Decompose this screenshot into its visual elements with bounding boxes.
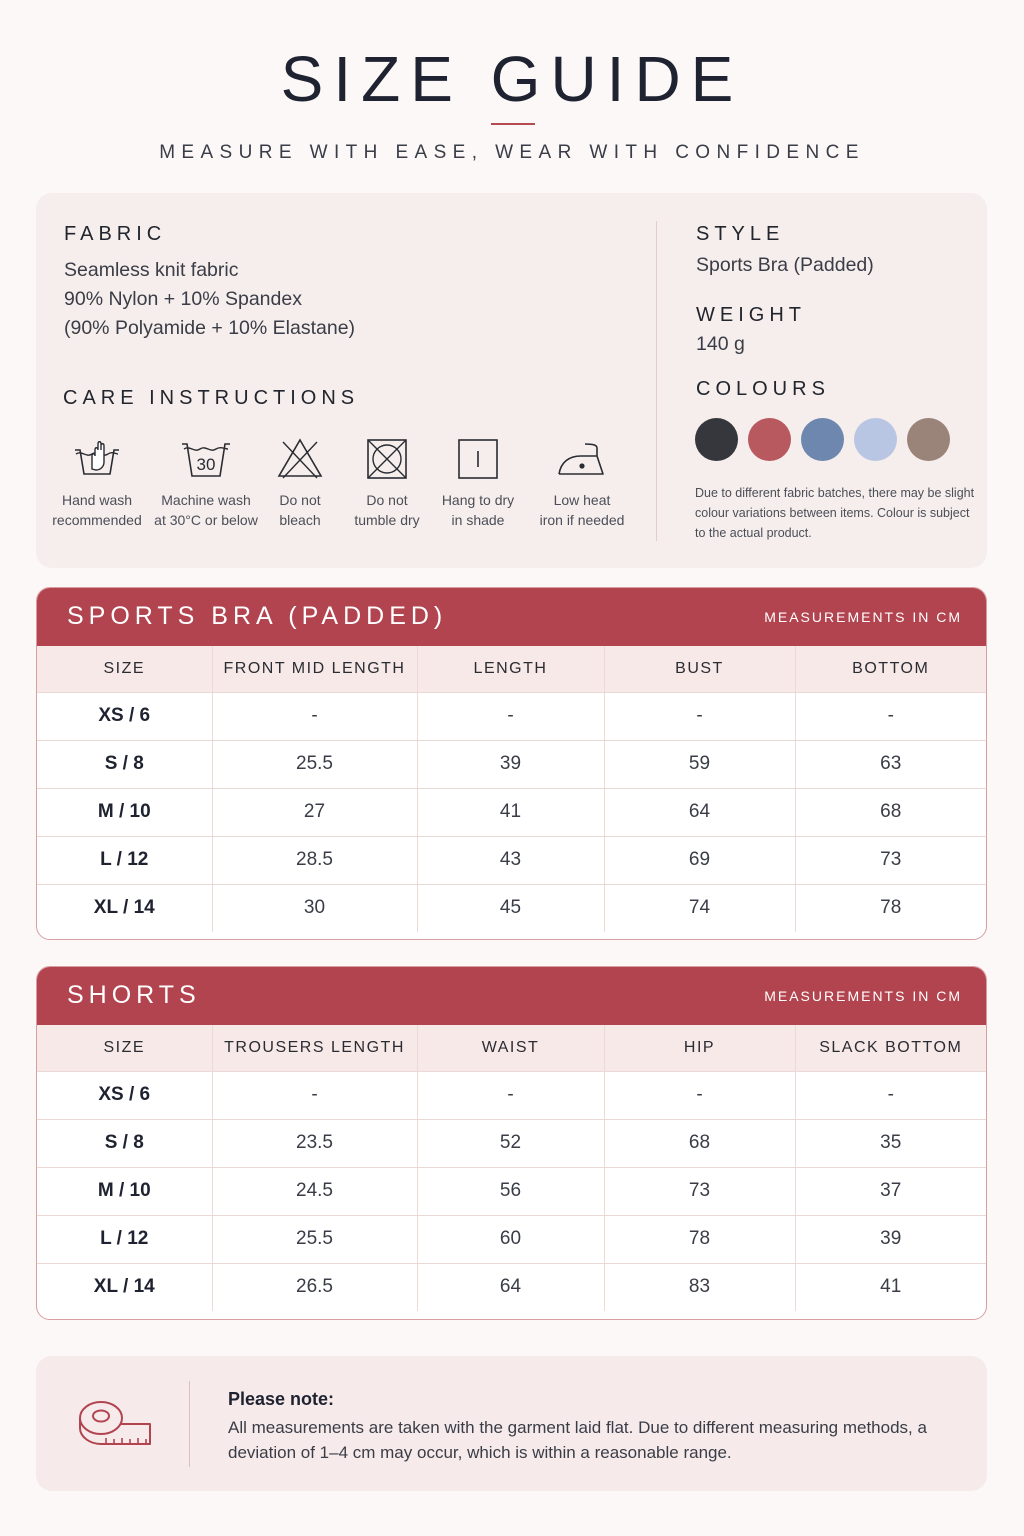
size-cell: L / 12: [37, 1215, 212, 1263]
measurement-cell: -: [795, 1071, 986, 1119]
table-header-bar: [37, 588, 986, 646]
measurement-cell: 83: [604, 1263, 795, 1311]
table-row: [37, 836, 986, 884]
care-label-line: Hand wash: [61, 492, 133, 508]
measurement-cell: 39: [795, 1215, 986, 1263]
fabric-heading: FABRIC: [64, 223, 167, 245]
hand-wash-icon: [72, 436, 122, 482]
measurement-cell: 25.5: [212, 740, 417, 788]
measurement-cell: 37: [795, 1167, 986, 1215]
care-label-line: Do not: [279, 492, 321, 508]
size-cell: M / 10: [37, 788, 212, 836]
shorts-size-table: [36, 966, 987, 1320]
size-cell: S / 8: [37, 1119, 212, 1167]
colours-heading: COLOURS: [696, 378, 830, 400]
size-cell: XS / 6: [37, 692, 212, 740]
care-label: [527, 490, 637, 530]
size-cell: XL / 14: [37, 884, 212, 932]
measurement-cell: 28.5: [212, 836, 417, 884]
note-divider: [189, 1381, 190, 1467]
product-info-card: [36, 193, 987, 568]
note-body: All measurements are taken with the garment laid flat. Due to different measuring methods, a deviation of 1–4 cm may occur, which is within a reasonable range.: [228, 1418, 927, 1462]
column-header: TROUSERS LENGTH: [212, 1025, 417, 1071]
measurement-note-card: [36, 1356, 987, 1491]
style-value: Sports Bra (Padded): [696, 254, 874, 276]
table-header-bar: [37, 967, 986, 1025]
wash-temperature: 30: [196, 455, 216, 474]
measurement-cell: 64: [417, 1263, 604, 1311]
table-row: [37, 692, 986, 740]
measurement-cell: -: [604, 692, 795, 740]
colour-swatch[interactable]: [907, 418, 950, 461]
measurement-cell: 26.5: [212, 1263, 417, 1311]
colour-swatch[interactable]: [748, 418, 791, 461]
table-row: [37, 884, 986, 932]
measurement-cell: 39: [417, 740, 604, 788]
column-header: SLACK BOTTOM: [795, 1025, 986, 1071]
measurement-cell: 27: [212, 788, 417, 836]
measurement-cell: 25.5: [212, 1215, 417, 1263]
column-header: SIZE: [37, 1025, 212, 1071]
measurement-cell: -: [212, 1071, 417, 1119]
weight-heading: WEIGHT: [696, 304, 806, 326]
info-divider: [656, 221, 657, 541]
colour-note: Due to different fabric batches, there may be slight colour variations between items. Colour is subject to the actual product.: [695, 486, 975, 540]
care-label-line: Do not: [366, 492, 408, 508]
table-unit: MEASUREMENTS IN CM: [764, 988, 962, 1004]
measurement-cell: -: [417, 692, 604, 740]
measurement-cell: 64: [604, 788, 795, 836]
column-header: LENGTH: [417, 646, 604, 692]
care-label-line: Hang to dry: [441, 492, 515, 508]
fabric-line: (90% Polyamide + 10% Elastane): [64, 317, 356, 339]
care-label-line: at 30°C or below: [154, 512, 258, 528]
table-row: [37, 1215, 986, 1263]
table-row: [37, 1263, 986, 1311]
size-cell: M / 10: [37, 1167, 212, 1215]
hang-dry-shade-icon: [455, 436, 501, 482]
size-table: [37, 1025, 986, 1311]
style-heading: STYLE: [696, 223, 785, 245]
weight-value: 140 g: [696, 333, 745, 355]
colour-swatches: [695, 418, 950, 461]
do-not-bleach-icon: [277, 436, 323, 482]
care-heading: CARE INSTRUCTIONS: [63, 387, 360, 409]
measurement-cell: 35: [795, 1119, 986, 1167]
measurement-cell: 59: [604, 740, 795, 788]
table-title: SHORTS: [67, 981, 201, 1009]
care-label: [42, 490, 152, 530]
measurement-cell: 45: [417, 884, 604, 932]
table-row: [37, 1071, 986, 1119]
measurement-cell: 56: [417, 1167, 604, 1215]
care-item-iron: [527, 436, 637, 530]
measurement-cell: 74: [604, 884, 795, 932]
measurement-cell: -: [417, 1071, 604, 1119]
size-table: [37, 646, 986, 932]
care-item-hand-wash: [42, 436, 152, 530]
column-header: WAIST: [417, 1025, 604, 1071]
table-row: [37, 788, 986, 836]
column-header: HIP: [604, 1025, 795, 1071]
fabric-line: Seamless knit fabric: [64, 259, 239, 281]
table-header-row: [37, 646, 986, 692]
measurement-cell: 60: [417, 1215, 604, 1263]
measurement-cell: 43: [417, 836, 604, 884]
column-header: SIZE: [37, 646, 212, 692]
measurement-cell: -: [795, 692, 986, 740]
colour-swatch[interactable]: [695, 418, 738, 461]
column-header: BUST: [604, 646, 795, 692]
fabric-details: [64, 256, 355, 343]
page-subtitle: MEASURE WITH EASE, WEAR WITH CONFIDENCE: [159, 142, 865, 163]
column-header: FRONT MID LENGTH: [212, 646, 417, 692]
measurement-cell: -: [604, 1071, 795, 1119]
measurement-cell: -: [212, 692, 417, 740]
machine-wash-30-icon: [179, 436, 233, 482]
table-title: SPORTS BRA (PADDED): [67, 602, 448, 630]
measurement-cell: 23.5: [212, 1119, 417, 1167]
table-row: [37, 1167, 986, 1215]
care-label-line: bleach: [279, 512, 321, 528]
table-row: [37, 740, 986, 788]
measurement-cell: 30: [212, 884, 417, 932]
measurement-cell: 41: [417, 788, 604, 836]
care-label-line: recommended: [52, 512, 142, 528]
page-title: SIZE GUIDE: [280, 43, 744, 115]
measurement-cell: 69: [604, 836, 795, 884]
measurement-cell: 41: [795, 1263, 986, 1311]
measuring-tape-icon: [76, 1394, 154, 1450]
note-title: Please note:: [228, 1389, 335, 1409]
measurement-cell: 63: [795, 740, 986, 788]
colour-swatch[interactable]: [801, 418, 844, 461]
table-row: [37, 1119, 986, 1167]
iron-low-heat-icon: [555, 436, 609, 482]
measurement-cell: 73: [604, 1167, 795, 1215]
measurement-cell: 24.5: [212, 1167, 417, 1215]
table-header-row: [37, 1025, 986, 1071]
care-label-line: Machine wash: [161, 492, 251, 508]
colour-swatch[interactable]: [854, 418, 897, 461]
measurement-cell: 68: [795, 788, 986, 836]
measurement-cell: 52: [417, 1119, 604, 1167]
care-label-line: Low heat: [553, 492, 611, 508]
measurement-cell: 78: [604, 1215, 795, 1263]
size-cell: L / 12: [37, 836, 212, 884]
care-label-line: tumble dry: [354, 512, 420, 528]
size-cell: XL / 14: [37, 1263, 212, 1311]
measurement-cell: 73: [795, 836, 986, 884]
table-unit: MEASUREMENTS IN CM: [764, 609, 962, 625]
column-header: BOTTOM: [795, 646, 986, 692]
care-label-line: in shade: [451, 512, 505, 528]
care-label: [423, 490, 533, 530]
measurement-cell: 68: [604, 1119, 795, 1167]
care-item-hang-dry: [423, 436, 533, 530]
size-cell: S / 8: [37, 740, 212, 788]
measurement-cell: 78: [795, 884, 986, 932]
do-not-tumble-dry-icon: [364, 436, 410, 482]
sports-bra-size-table: [36, 587, 987, 940]
care-label-line: iron if needed: [539, 512, 625, 528]
size-cell: XS / 6: [37, 1071, 212, 1119]
fabric-line: 90% Nylon + 10% Spandex: [64, 288, 302, 310]
title-underline: [491, 123, 535, 125]
